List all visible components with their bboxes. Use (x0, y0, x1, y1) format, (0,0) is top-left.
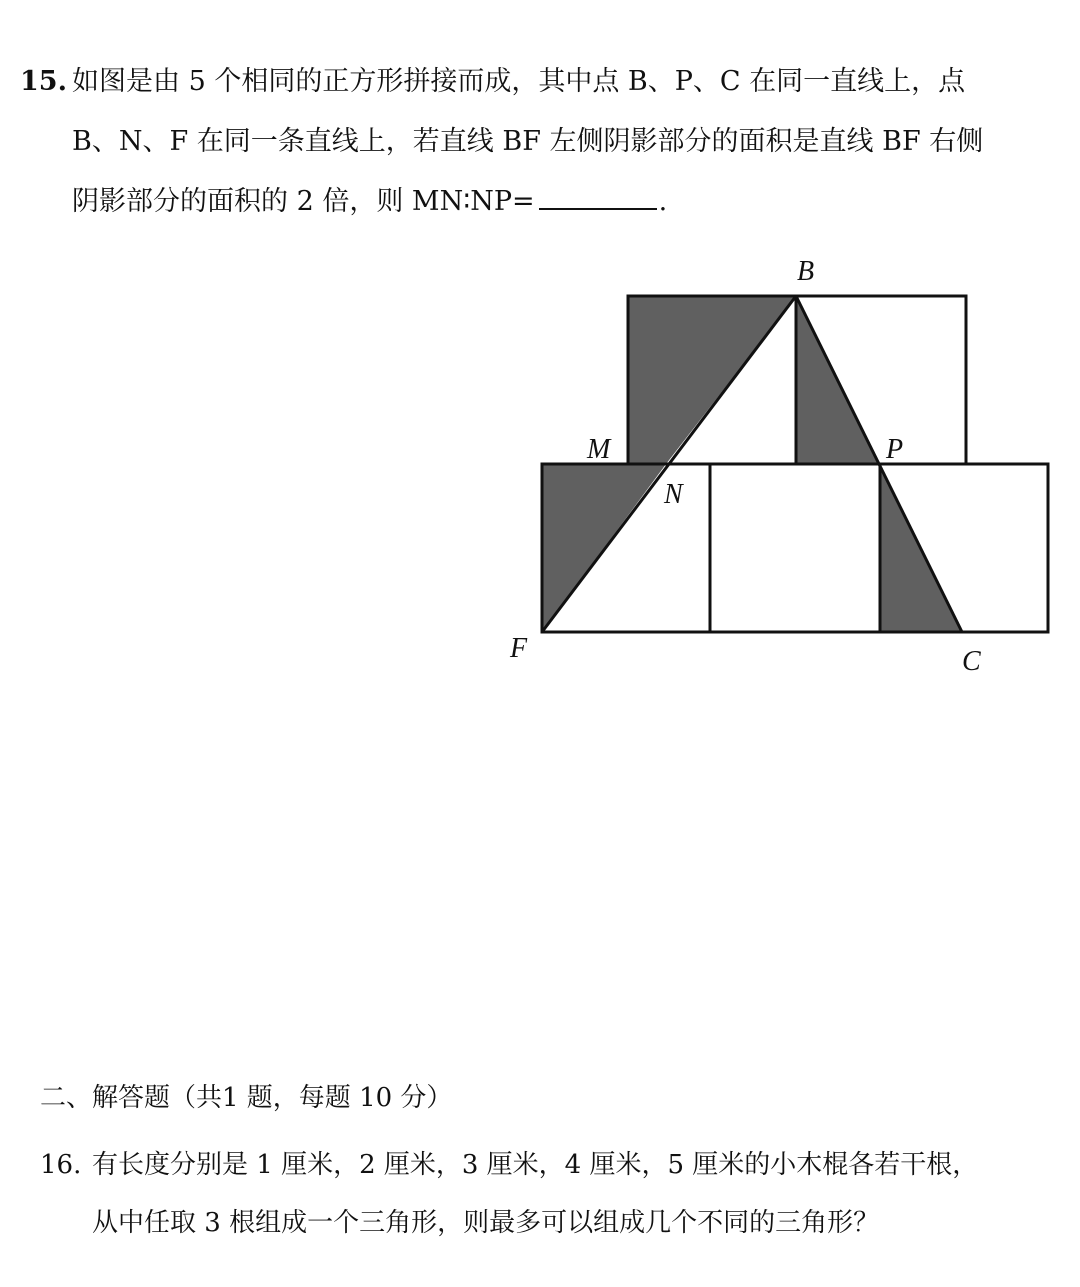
question-16-text-1: 有长度分别是 1 厘米，2 厘米，3 厘米，4 厘米，5 厘米的小木棍各若干根， (92, 1150, 979, 1180)
question-15-text-1: 如图是由 5 个相同的正方形拼接而成，其中点 B、P、C 在同一直线上，点 (72, 66, 966, 97)
label-c: C (962, 646, 981, 677)
question-15-text-3: 阴影部分的面积的 2 倍，则 MN∶NP= (72, 186, 535, 217)
question-15-line-2: B、N、F 在同一条直线上，若直线 BF 左侧阴影部分的面积是直线 BF 右侧 (72, 126, 984, 157)
question-16-number: 16. (40, 1150, 82, 1180)
shaded-triangle-top-left (628, 296, 796, 464)
question-15-number: 15. (20, 66, 67, 97)
label-b: B (797, 256, 815, 287)
question-16-line-2: 从中任取 3 根组成一个三角形，则最多可以组成几个不同的三角形？ (92, 1208, 880, 1238)
square-bottom-middle (710, 464, 880, 632)
question-15-period: . (658, 186, 668, 217)
label-p: P (886, 434, 904, 465)
label-m: M (587, 434, 611, 465)
label-f: F (510, 633, 528, 664)
label-n: N (664, 479, 683, 510)
question-16-line-1 (40, 1136, 1060, 1194)
section-2-title: 二、解答题（共1 题，每题 10 分） (40, 1083, 453, 1113)
question-16 (40, 1136, 1060, 1252)
